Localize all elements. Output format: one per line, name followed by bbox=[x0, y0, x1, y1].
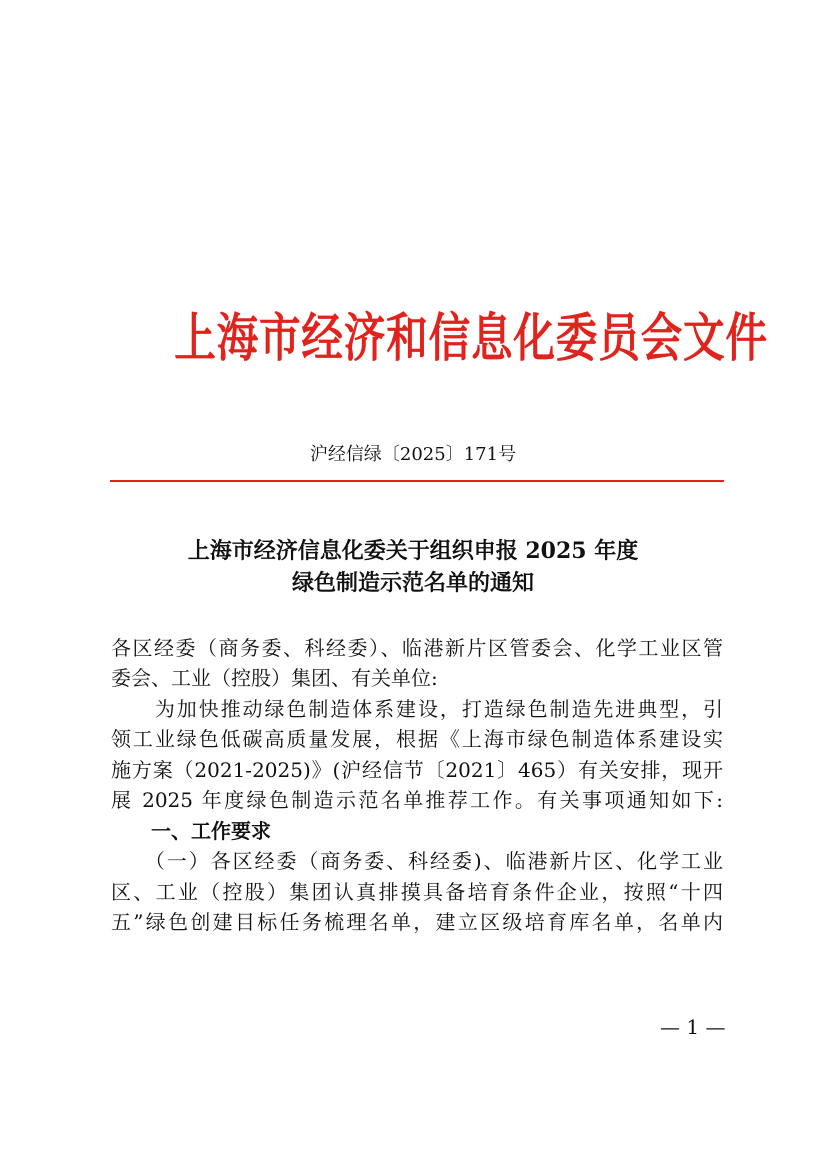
page-number: — 1 — bbox=[660, 1015, 726, 1039]
issuer-header bbox=[100, 296, 768, 371]
body-line: 区、工业（控股）集团认真排摸具备培育条件企业，按照“十四 bbox=[111, 880, 723, 904]
issuer-title: 上海市经济和信息化委员会文件 bbox=[174, 308, 768, 369]
section-heading: 一、工作要求 bbox=[111, 819, 271, 843]
body-line: 为加快推动绿色制造体系建设，打造绿色制造先进典型，引 bbox=[111, 697, 723, 721]
body-line: （一）各区经委（商务委、科经委)、临港新片区、化学工业 bbox=[111, 849, 723, 873]
red-divider bbox=[110, 480, 724, 482]
notice-title-line-1: 上海市经济信息化委关于组织申报 2025 年度 bbox=[187, 538, 639, 564]
document-number: 沪经信绿〔2025〕171号 bbox=[309, 444, 517, 465]
body-line: 委会、工业（控股）集团、有关单位: bbox=[111, 666, 438, 690]
body-line: 领工业绿色低碳高质量发展，根据《上海市绿色制造体系建设实 bbox=[111, 727, 723, 751]
notice-title-line-2: 绿色制造示范名单的通知 bbox=[291, 570, 534, 596]
body-line: 展 2025 年度绿色制造示范名单推荐工作。有关事项通知如下: bbox=[111, 788, 723, 812]
body-line: 五”绿色创建目标任务梳理名单，建立区级培育库名单，名单内 bbox=[111, 910, 723, 934]
body-line: 各区经委（商务委、科经委）、临港新片区管委会、化学工业区管 bbox=[111, 636, 723, 660]
body-line: 施方案（2021-2025)》(沪经信节〔2021〕465）有关安排，现开 bbox=[111, 758, 723, 782]
